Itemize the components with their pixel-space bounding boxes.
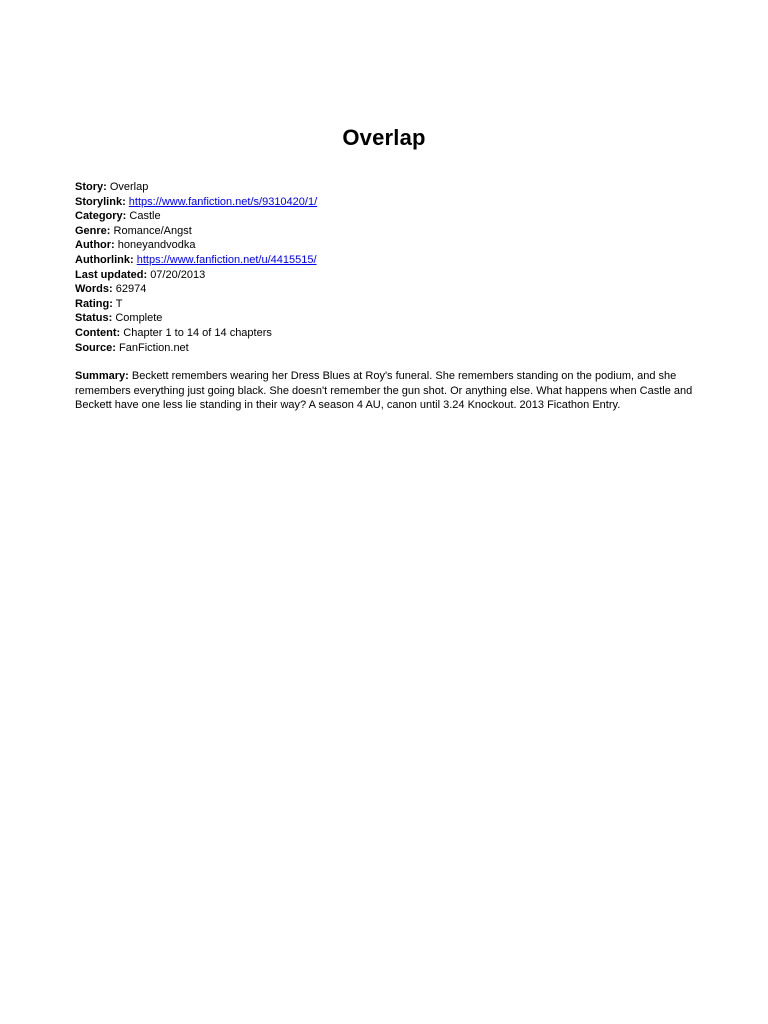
genre-value: Romance/Angst bbox=[113, 224, 192, 237]
source-value: FanFiction.net bbox=[119, 341, 189, 354]
page-title: Overlap bbox=[342, 124, 426, 150]
last-updated-value: 07/20/2013 bbox=[150, 268, 206, 281]
summary-label: Summary: bbox=[75, 370, 129, 382]
story-metadata bbox=[75, 180, 695, 355]
meta-row-status bbox=[75, 311, 695, 326]
authorlink-label: Authorlink: bbox=[75, 253, 134, 266]
storylink-link[interactable]: https://www.fanfiction.net/s/9310420/1/ bbox=[128, 195, 318, 208]
status-value: Complete bbox=[115, 312, 163, 325]
storylink-label: Storylink: bbox=[75, 195, 126, 208]
rating-value: T bbox=[115, 297, 123, 310]
meta-row-content bbox=[75, 326, 695, 341]
words-label: Words: bbox=[75, 283, 113, 296]
words-value: 62974 bbox=[115, 283, 147, 296]
content-value: Chapter 1 to 14 of 14 chapters bbox=[123, 326, 272, 339]
meta-row-storylink bbox=[75, 195, 695, 210]
content-label: Content: bbox=[75, 326, 121, 339]
author-value: honeyandvodka bbox=[117, 239, 196, 252]
meta-row-words bbox=[75, 282, 695, 297]
meta-row-category bbox=[75, 209, 695, 224]
last-updated-label: Last updated: bbox=[75, 268, 148, 281]
meta-row-source bbox=[75, 341, 695, 356]
story-value: Overlap bbox=[109, 181, 149, 193]
meta-row-authorlink bbox=[75, 253, 695, 268]
meta-row-author bbox=[75, 238, 695, 253]
meta-row-last-updated bbox=[75, 268, 695, 283]
summary-paragraph bbox=[75, 369, 695, 413]
rating-label: Rating: bbox=[75, 297, 113, 310]
author-label: Author: bbox=[75, 239, 115, 252]
category-label: Category: bbox=[75, 210, 127, 223]
source-label: Source: bbox=[75, 341, 116, 354]
meta-row-genre bbox=[75, 224, 695, 239]
category-value: Castle bbox=[129, 210, 161, 223]
authorlink-link[interactable]: https://www.fanfiction.net/u/4415515/ bbox=[136, 253, 317, 266]
genre-label: Genre: bbox=[75, 224, 111, 237]
meta-row-rating bbox=[75, 297, 695, 312]
status-label: Status: bbox=[75, 312, 113, 325]
meta-row-story bbox=[75, 180, 695, 195]
summary-text: Beckett remembers wearing her Dress Blues at Roy's funeral. She remembers standing on the podium, and she remembers everything just going black. She doesn't remember the gun shot. Or anything else. What happens when Castle and Beckett have one less lie standing in their way? A season 4 AU, canon until 3.24 Knockout. 2013 Ficathon Entry. bbox=[75, 370, 693, 412]
story-label: Story: bbox=[75, 181, 107, 193]
